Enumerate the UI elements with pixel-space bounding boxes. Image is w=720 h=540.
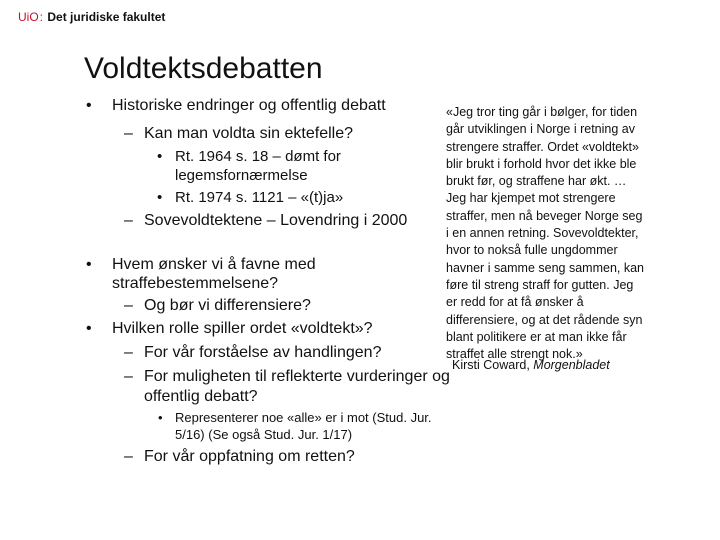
case-rt-1964-line2: legemsfornærmelse — [175, 167, 308, 184]
sub-item-differentiate: Og bør vi differensiere? — [144, 297, 311, 314]
quote-line: straffer, men nå beveger Norge seg — [446, 208, 643, 223]
case-rt-1974: Rt. 1974 s. 1121 – «(t)ja» — [175, 189, 344, 206]
dash-marker: – — [124, 344, 133, 361]
quote-line: blir brukt i forhold hvor det ikke ble — [446, 156, 637, 171]
bullet-marker: • — [157, 148, 163, 165]
bullet-marker-1: • — [86, 97, 92, 114]
quote-line: brukt før, og straffene har økt. … — [446, 174, 627, 189]
faculty-name: Det juridiske fakultet — [47, 10, 166, 24]
quote-line: er redd for at få ønsker å — [446, 295, 584, 310]
quote-line: blant politikere er at man ikke får — [446, 329, 627, 344]
sub-item-understanding: For vår forståelse av handlingen? — [144, 344, 382, 361]
quote-line: går utviklingen i Norge i retning av — [446, 122, 635, 137]
bullet-word-role: Hvilken rolle spiller ordet «voldtekt»? — [112, 320, 373, 337]
reference-stud-jur-line2: 5/16) (Se også Stud. Jur. 1/17) — [175, 427, 353, 442]
quote-line: havner i samme seng sammen, kan — [446, 260, 645, 275]
dash-marker: – — [124, 125, 133, 142]
quote-line: strengere straffer. Ordet «voldtekt» — [446, 139, 639, 154]
quote-block — [446, 104, 686, 363]
bullet-who-to-cover-line2: straffebestemmelsene? — [112, 275, 279, 292]
dash-marker: – — [124, 212, 133, 229]
sub-item-sleep-rape: Sovevoldtektene – Lovendring i 2000 — [144, 212, 408, 229]
sub-item-reflection-line2: offentlig debatt? — [144, 388, 258, 405]
quote-line: straffet alle strengt nok.» — [446, 347, 583, 362]
bullet-marker: • — [158, 410, 163, 425]
reference-stud-jur-line1: Representerer noe «alle» er i mot (Stud. Jur. — [175, 410, 432, 425]
slide-title: Voldtektsdebatten — [84, 52, 323, 85]
sub-item-spouse-rape: Kan man voldta sin ektefelle? — [144, 125, 354, 142]
dash-marker: – — [124, 368, 133, 385]
quote-line: føre til streng straff for gutten. Jeg — [446, 277, 634, 292]
quote-line: differensiere, og at det rådende syn — [446, 312, 643, 327]
dash-marker: – — [124, 297, 133, 314]
quote-author: Kirsti Coward, — [452, 358, 530, 372]
bullet-marker-2: • — [86, 256, 92, 273]
quote-line: hvor to nokså fulle ungdommer — [446, 243, 618, 258]
quote-source — [452, 358, 610, 372]
logo-separator: : — [39, 10, 44, 24]
uio-logo — [18, 10, 165, 24]
quote-line: i en annen retning. Sovevoldtekter, — [446, 226, 639, 241]
bullet-marker-3: • — [86, 320, 92, 337]
quote-publication: Morgenbladet — [533, 358, 610, 372]
sub-item-reflection-line1: For muligheten til reflekterte vurderinger og — [144, 368, 450, 385]
bullet-who-to-cover-line1: Hvem ønsker vi å favne med — [112, 256, 316, 273]
dash-marker: – — [124, 448, 133, 465]
quote-line: «Jeg tror ting går i bølger, for tiden — [446, 105, 638, 119]
bullet-historical-changes: Historiske endringer og offentlig debatt — [112, 97, 386, 114]
bullet-marker: • — [157, 189, 163, 206]
case-rt-1964-line1: Rt. 1964 s. 18 – dømt for — [175, 148, 341, 165]
sub-item-view-of-law: For vår oppfatning om retten? — [144, 448, 355, 465]
quote-line: Jeg har kjempet mot strengere — [446, 191, 616, 206]
uio-logo-mark: UiO — [18, 10, 39, 24]
